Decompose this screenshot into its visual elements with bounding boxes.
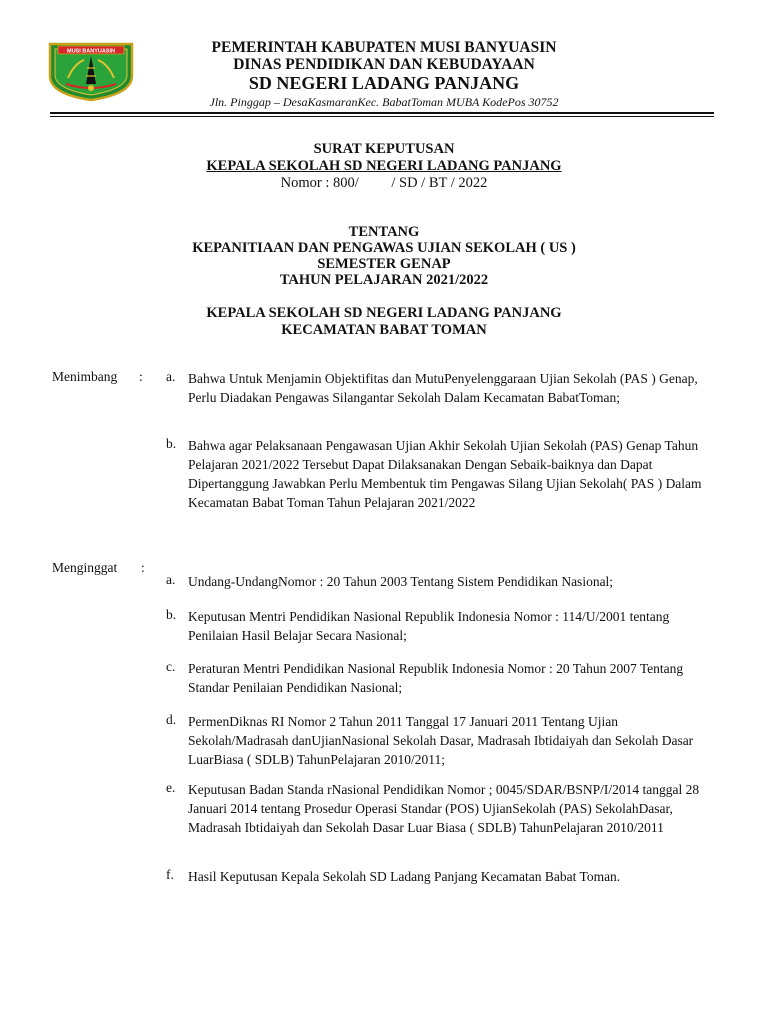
mengingat-c-marker: c.	[166, 659, 176, 674]
logo-text: MUSI BANYUASIN	[67, 48, 115, 55]
mengingat-c-text: Peraturan Mentri Pendidikan Nasional Republik Indonesia Nomor : 20 Tahun 2007 Tentang Standar Penilaian Pendidikan Nasional;	[188, 661, 684, 695]
mengingat-b-marker: b.	[166, 607, 177, 622]
letterhead-address: Jln. Pinggap – DesaKasmaranKec. BabatToman MUBA KodePos 30752	[209, 95, 559, 109]
letterhead-rule-thin	[50, 116, 714, 117]
mengingat-a-text: Undang-UndangNomor : 20 Tahun 2003 Tentang Sistem Pendidikan Nasional;	[188, 574, 614, 589]
menimbang-a-marker: a.	[166, 369, 176, 384]
mengingat-f-marker: f.	[166, 867, 174, 882]
mengingat-e-text: Keputusan Badan Standa rNasional Pendidikan Nomor ; 0045/SDAR/BSNP/I/2014 tanggal 28 Januari 2014 tentang Prosedur Operasi Standar (POS) UjianSekolah (PAS) SekolahDasar, Madrasah Ibtidaiyah dan Sekolah Dasar Luar Biasa ( SDLB) TahunPelajaran 2010/2011	[188, 782, 700, 835]
mengingat-a-marker: a.	[166, 572, 176, 587]
musi-banyuasin-logo	[46, 38, 136, 102]
decree-issuer-text: KEPALA SEKOLAH SD NEGERI LADANG PANJANG	[206, 158, 562, 174]
menimbang-a-text: Bahwa Untuk Menjamin Objektifitas dan MutuPenyelenggaraan Ujian Sekolah (PAS ) Genap, Perlu Diadakan Pengawas Silangantar Sekolah Dalam Kecamatan BabatToman;	[188, 371, 698, 405]
mengingat-e-marker: e.	[166, 780, 176, 795]
mengingat-f-text: Hasil Keputusan Kepala Sekolah SD Ladang Panjang Kecamatan Babat Toman.	[188, 869, 621, 884]
kepala-heading: KEPALA SEKOLAH SD NEGERI LADANG PANJANG	[206, 305, 562, 321]
mengingat-d-marker: d.	[166, 712, 177, 727]
letterhead-school: SD NEGERI LADANG PANJANG	[248, 73, 520, 93]
mengingat-b-text: Keputusan Mentri Pendidikan Nasional Republik Indonesia Nomor : 114/U/2001 tentang Penilaian Hasil Belajar Secara Nasional;	[188, 609, 670, 643]
decree-issuer	[0, 158, 768, 175]
kepala-district: KECAMATAN BABAT TOMAN	[281, 322, 487, 338]
decree-number-text: Nomor : 800/ / SD / BT / 2022	[280, 175, 488, 191]
menimbang-colon: :	[139, 369, 143, 384]
menimbang-b-marker: b.	[166, 436, 177, 451]
mengingat-d-text: PermenDiknas RI Nomor 2 Tahun 2011 Tanggal 17 Januari 2011 Tentang Ujian Sekolah/Madrasah danUjianNasional Sekolah Dasar, Madrasah Ibtidaiyah dan Sekolah Dasar LuarBiasa ( SDLB) TahunPelajaran 2010/2011;	[188, 714, 694, 767]
mengingat-colon: :	[141, 560, 145, 575]
decree-title: SURAT KEPUTUSAN	[313, 141, 455, 157]
letterhead-rule-thick	[50, 112, 714, 114]
letterhead-department: DINAS PENDIDIKAN DAN KEBUDAYAAN	[233, 56, 535, 73]
tentang-heading: TENTANG	[348, 224, 420, 240]
tentang-subject: KEPANITIAAN DAN PENGAWAS UJIAN SEKOLAH ( US )	[192, 240, 576, 256]
mengingat-label: Menginggat	[52, 560, 118, 575]
decree-number	[0, 175, 768, 192]
menimbang-b-text: Bahwa agar Pelaksanaan Pengawasan Ujian Akhir Sekolah Ujian Sekolah (PAS) Genap Tahun Pelajaran 2021/2022 Tersebut Dapat Dilaksanakan Dengan Sebaik-baiknya dan Dapat Dipertanggung Jawabkan Perlu Membentuk tim Pengawas Silang Ujian Sekolah( PAS ) Dalam Kecamatan Babat Toman Tahun Pelajaran 2021/2022	[188, 438, 702, 510]
tentang-year: TAHUN PELAJARAN 2021/2022	[279, 272, 489, 288]
menimbang-label: Menimbang	[52, 369, 118, 384]
letterhead-government: PEMERINTAH KABUPATEN MUSI BANYUASIN	[211, 39, 557, 56]
tentang-semester: SEMESTER GENAP	[317, 256, 451, 272]
